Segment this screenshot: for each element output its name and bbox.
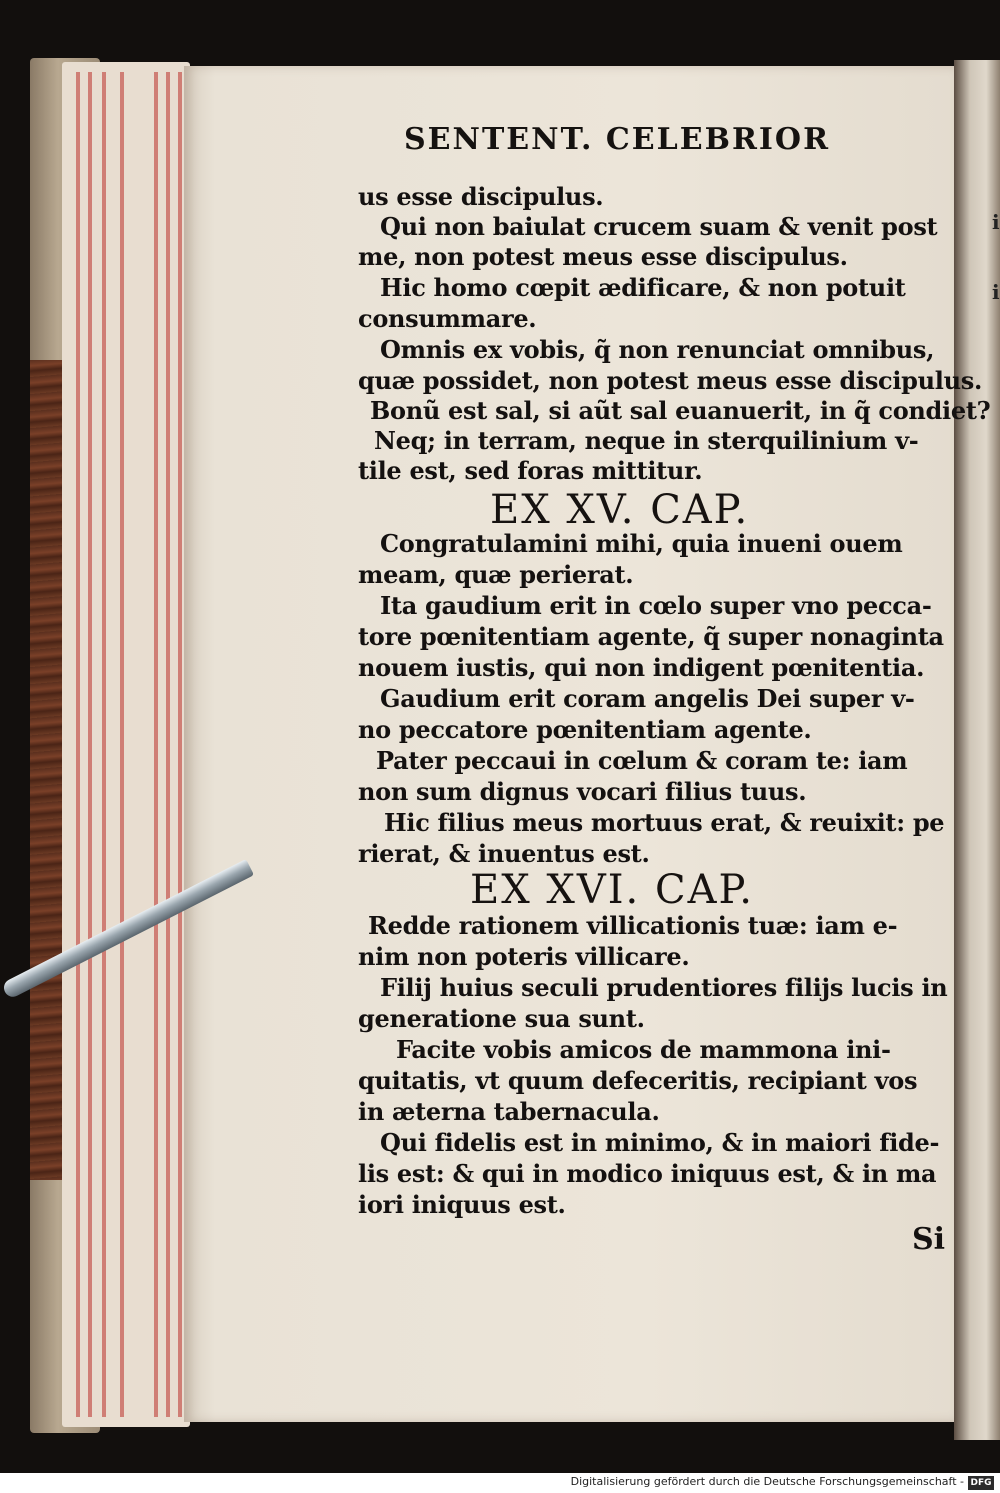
facing-page-glyph: i xyxy=(992,210,1000,234)
text-line: consummare. xyxy=(358,304,537,333)
chapter-heading-xv: EX XV. CAP. xyxy=(490,487,750,533)
text-line: Bonũ est sal, si aũt sal euanuerit, in q̃ condiet? xyxy=(370,396,991,425)
dfg-logo-icon: DFG xyxy=(968,1476,994,1490)
red-edge-stripe xyxy=(88,72,92,1417)
text-line: Ita gaudium erit in cœlo super vno pecca- xyxy=(380,591,932,620)
text-line: Qui non baiulat crucem suam & venit post xyxy=(380,212,938,241)
text-line: tore pœnitentiam agente, q̃ super nonaginta xyxy=(358,622,944,651)
text-line: Pater peccaui in cœlum & coram te: iam xyxy=(376,746,908,775)
text-line: non sum dignus vocari filius tuus. xyxy=(358,777,807,806)
page-edges xyxy=(62,62,190,1427)
text-line: Filij huius seculi prudentiores filijs lucis in xyxy=(380,973,948,1002)
footer-credit: Digitalisierung gefördert durch die Deutsche Forschungsgemeinschaft - xyxy=(570,1475,964,1488)
text-line: lis est: & qui in modico iniquus est, & in ma xyxy=(358,1159,937,1188)
text-line: rierat, & inuentus est. xyxy=(358,839,650,868)
text-line: Facite vobis amicos de mammona ini- xyxy=(396,1035,891,1064)
text-line: Qui fidelis est in minimo, & in maiori fide- xyxy=(380,1128,940,1157)
text-line: Hic filius meus mortuus erat, & reuixit: pe xyxy=(384,808,945,837)
catchword: Si xyxy=(912,1222,946,1257)
red-edge-stripe xyxy=(76,72,80,1417)
chapter-heading-xvi: EX XVI. CAP. xyxy=(470,867,754,913)
text-line: Redde rationem villicationis tuæ: iam e- xyxy=(368,911,898,940)
text-line: tile est, sed foras mittitur. xyxy=(358,456,703,485)
footer-bar xyxy=(0,1473,1000,1493)
text-line: nim non poteris villicare. xyxy=(358,942,690,971)
text-line: quitatis, vt quum defeceritis, recipiant vos xyxy=(358,1066,918,1095)
red-edge-stripe xyxy=(166,72,170,1417)
red-edge-stripe xyxy=(102,72,106,1417)
text-line: iori iniquus est. xyxy=(358,1190,566,1219)
text-line: me, non potest meus esse discipulus. xyxy=(358,242,848,271)
text-line: Neq; in terram, neque in sterquilinium v- xyxy=(374,426,919,455)
red-edge-stripe xyxy=(120,72,124,1417)
running-head: SENTENT. CELEBRIOR xyxy=(404,122,830,157)
text-line: Congratulamini mihi, quia inueni ouem xyxy=(380,529,903,558)
text-line: us esse discipulus. xyxy=(358,182,604,211)
text-line: Hic homo cœpit ædificare, & non potuit xyxy=(380,273,906,302)
text-line: Omnis ex vobis, q̃ non renunciat omnibus, xyxy=(380,335,935,364)
red-edge-stripe xyxy=(154,72,158,1417)
facing-page-glyph: i xyxy=(992,280,1000,304)
text-line: generatione sua sunt. xyxy=(358,1004,645,1033)
facing-page-edge xyxy=(954,60,1000,1440)
text-line: no peccatore pœnitentiam agente. xyxy=(358,715,812,744)
text-line: in æterna tabernacula. xyxy=(358,1097,660,1126)
text-line: nouem iustis, qui non indigent pœnitentia. xyxy=(358,653,925,682)
text-line: meam, quæ perierat. xyxy=(358,560,634,589)
red-edge-stripe xyxy=(178,72,182,1417)
text-line: quæ possidet, non potest meus esse discipulus. xyxy=(358,366,983,395)
text-line: Gaudium erit coram angelis Dei super v- xyxy=(380,684,915,713)
